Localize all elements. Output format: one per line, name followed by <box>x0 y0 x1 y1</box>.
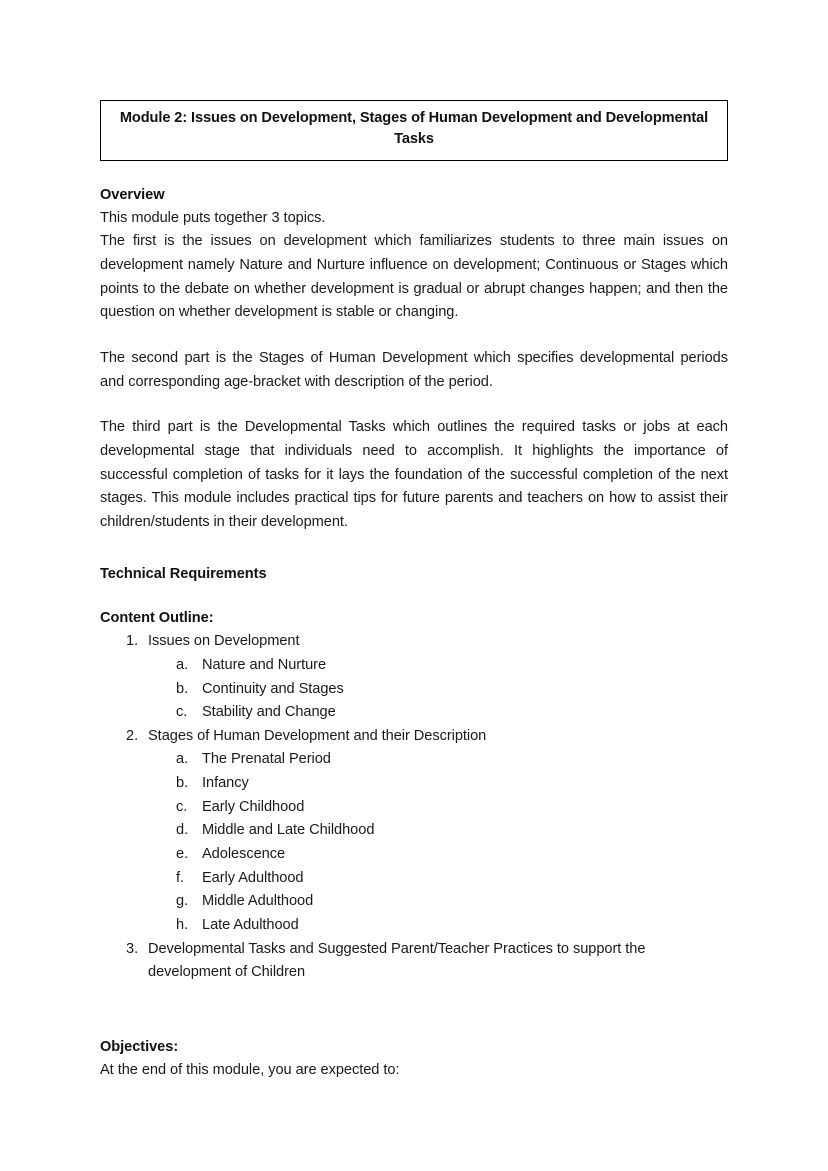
outline-marker: f. <box>176 869 185 886</box>
outline-item-label: Issues on Development <box>148 633 300 650</box>
outline-marker: a. <box>176 751 189 768</box>
content-outline-list <box>100 630 728 985</box>
document-content <box>100 100 728 1082</box>
outline-item-label: Adolescence <box>202 846 286 862</box>
outline-item-label: Early Adulthood <box>202 869 304 886</box>
outline-item-label: Late Adulthood <box>202 916 299 933</box>
outline-marker: 3. <box>126 940 139 957</box>
outline-item-label: Stability and Change <box>202 704 336 721</box>
outline-item-label: Infancy <box>202 775 249 792</box>
outline-marker: h. <box>176 916 189 933</box>
paragraph-spacer <box>100 394 728 416</box>
overview-paragraph-2: The second part is the Stages of Human Development which specifies developmental periods and corresponding age-bracket with description of the period. <box>100 349 728 390</box>
overview-paragraph-1: The first is the issues on development which familiarizes students to three main issues on development namely Nature and Nurture influence on development; Continuous or Stages which points to the debate on whether development is gradual or abrupt changes happen; and then the question on whether development is stable or changing. <box>100 233 728 321</box>
outline-marker: b. <box>176 775 189 792</box>
outline-marker: a. <box>176 656 189 673</box>
technical-requirements-heading: Technical Requirements <box>100 566 267 583</box>
outline-item-level2 <box>100 843 728 867</box>
outline-item-level2 <box>100 748 728 772</box>
outline-item-label: Middle and Late Childhood <box>202 822 375 839</box>
outline-item-level2 <box>100 819 728 843</box>
outline-item-level2 <box>100 867 728 891</box>
outline-item-level2 <box>100 654 728 678</box>
overview-paragraph-3: The third part is the Developmental Tasks which outlines the required tasks or jobs at each developmental stage that individuals need to accomplish. It highlights the importance of successful completion of tasks for it lays the foundation of the successful completion of the next stages. This module includes practical tips for future parents and teachers on how to assist their children/students in their development. <box>100 419 728 530</box>
content-outline-heading: Content Outline: <box>100 610 214 627</box>
outline-item-level1 <box>100 938 728 985</box>
outline-sublist <box>100 748 728 937</box>
outline-item-level2 <box>100 678 728 702</box>
outline-item-level1 <box>100 725 728 749</box>
outline-item-level2 <box>100 701 728 725</box>
outline-item-label: Nature and Nurture <box>202 656 327 673</box>
outline-item-level2 <box>100 772 728 796</box>
outline-marker: c. <box>176 704 188 721</box>
objectives-intro-paragraph: At the end of this module, you are expected to: <box>100 1061 400 1078</box>
paragraph-spacer <box>100 325 728 347</box>
outline-marker: 1. <box>126 633 139 650</box>
outline-item-level2 <box>100 914 728 938</box>
outline-item-label: The Prenatal Period <box>202 751 331 768</box>
outline-sublist <box>100 654 728 725</box>
outline-item-level2 <box>100 796 728 820</box>
outline-item-label: Early Childhood <box>202 798 305 815</box>
module-title-box: Module 2: Issues on Development, Stages of Human Development and Developmental Tasks <box>100 100 728 161</box>
outline-marker: d. <box>176 822 189 839</box>
outline-item-label: Continuity and Stages <box>202 680 344 697</box>
outline-item-label: Middle Adulthood <box>202 893 314 910</box>
section-spacer <box>100 534 728 564</box>
outline-marker: e. <box>176 846 189 862</box>
outline-marker: c. <box>176 798 188 815</box>
overview-intro-paragraph: This module puts together 3 topics. <box>100 209 326 226</box>
outline-item-label: Stages of Human Development and their Description <box>148 727 487 744</box>
outline-item-level1 <box>100 630 728 654</box>
outline-item-label: Developmental Tasks and Suggested Parent/Teacher Practices to support the development of Children <box>148 940 646 981</box>
section-spacer <box>100 586 728 608</box>
section-spacer <box>100 985 728 1037</box>
outline-marker: b. <box>176 680 189 697</box>
outline-marker: g. <box>176 893 189 910</box>
overview-heading: Overview <box>100 186 165 203</box>
outline-marker: 2. <box>126 727 139 744</box>
objectives-heading: Objectives: <box>100 1038 179 1055</box>
outline-item-level2 <box>100 890 728 914</box>
